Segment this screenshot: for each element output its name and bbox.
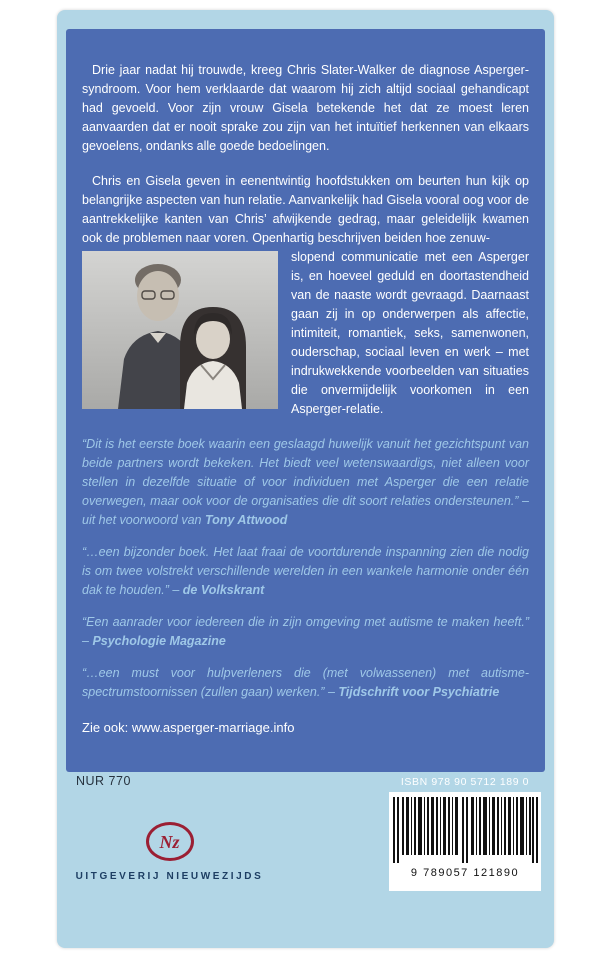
synopsis-paragraph-1: Drie jaar nadat hij trouwde, kreeg Chris Slater-Walker de diagnose Asperger-syndroom. Voor hem verklaarde dat waarom hij zich altijd sociaal gehandicapt had gevoeld. Voor zijn vrouw Gisela betekende het dat ze moest leren aanvaarden dat er nooit sprake zou zijn van het intuïtief herkennen van elkaars gevoelens, ondanks alle goede bedoelingen. — [82, 63, 529, 153]
see-also-note: Zie ook: www.asperger-marriage.info — [82, 720, 295, 735]
barcode-digits: 9 789057 121890 — [410, 867, 520, 879]
review-quote-3 — [82, 613, 529, 651]
quote-source: Tijdschrift voor Psychiatrie — [338, 685, 500, 699]
quote-text: “…een bijzonder boek. Het laat fraai de voortdurende inspanning zien die nodig is om twee volstrekt verschillende werelden in een wankele harmonie onder één dak te houden.” — [82, 545, 529, 597]
quote-source: Tony Attwood — [205, 513, 288, 527]
quote-text: “Dit is het eerste boek waarin een geslaagd huwelijk vanuit het gezichtspunt van beide partners wordt bekeken. Het biedt veel wetenswaardigs, niet alleen voor stellen in dezelfde situatie of voor individuen met Asperger die een relatie overwegen, maar ook voor de organisaties die dit soort relaties ondersteunen.” — [82, 437, 529, 508]
nur-code: NUR 770 — [76, 774, 131, 788]
couple-photo-image — [82, 251, 278, 409]
review-quote-4 — [82, 664, 529, 702]
review-quote-2 — [82, 543, 529, 600]
synopsis-panel — [66, 29, 545, 772]
book-back-cover — [57, 10, 554, 948]
review-quote-1 — [82, 435, 529, 530]
isbn-label: ISBN 978 90 5712 189 0 — [400, 776, 530, 788]
barcode-bars — [390, 797, 540, 865]
quote-attribution: – — [324, 685, 339, 699]
quote-attribution: – uit het voorwoord van — [82, 494, 529, 527]
barcode — [389, 792, 541, 891]
couple-photo — [82, 251, 278, 409]
synopsis-paragraph-2-part1: Chris en Gisela geven in eenentwintig hoofdstukken om beurten hun kijk op belangrijke aspecten van hun relatie. Aanvankelijk had Gisela vooral oog voor de aantrekkelijke kanten van Chris’ afwijkende gedrag, maar geleidelijk kwamen ook de problemen naar voren. Openhartig beschrijven beiden hoe zenuw- — [82, 174, 529, 245]
quote-attribution: – — [82, 634, 93, 648]
quote-text: “…een must voor hulpverleners die (met volwassenen) met autisme-spectrumstoornissen (zullen gaan) werken.” — [82, 666, 529, 699]
synopsis-paragraph-2-part2: slopend communicatie met een Asperger is, en hoeveel geduld en doortastendheid van de naaste wordt gevraagd. Daarnaast gaan zij in op onderwerpen als affectie, intimiteit, romantiek, seks, samenwonen, ouderschap, sociaal leven en werk – met indrukwekkende voorbeelden van situaties die onvermijdelijk voorkomen in een Asperger-relatie. — [291, 250, 529, 416]
quote-text: “Een aanrader voor iedereen die in zijn omgeving met autisme te maken heeft.” — [82, 615, 529, 629]
nz-logo-icon — [146, 822, 194, 861]
synopsis-paragraph-2-row — [82, 248, 529, 419]
quote-source: de Volkskrant — [182, 583, 265, 597]
publisher-logo — [67, 822, 272, 882]
publisher-name: UITGEVERIJ NIEUWEZIJDS — [75, 871, 264, 882]
nz-logo-letters: Nz — [159, 831, 180, 852]
quote-source: Psychologie Magazine — [92, 634, 226, 648]
quote-attribution: – — [168, 583, 183, 597]
